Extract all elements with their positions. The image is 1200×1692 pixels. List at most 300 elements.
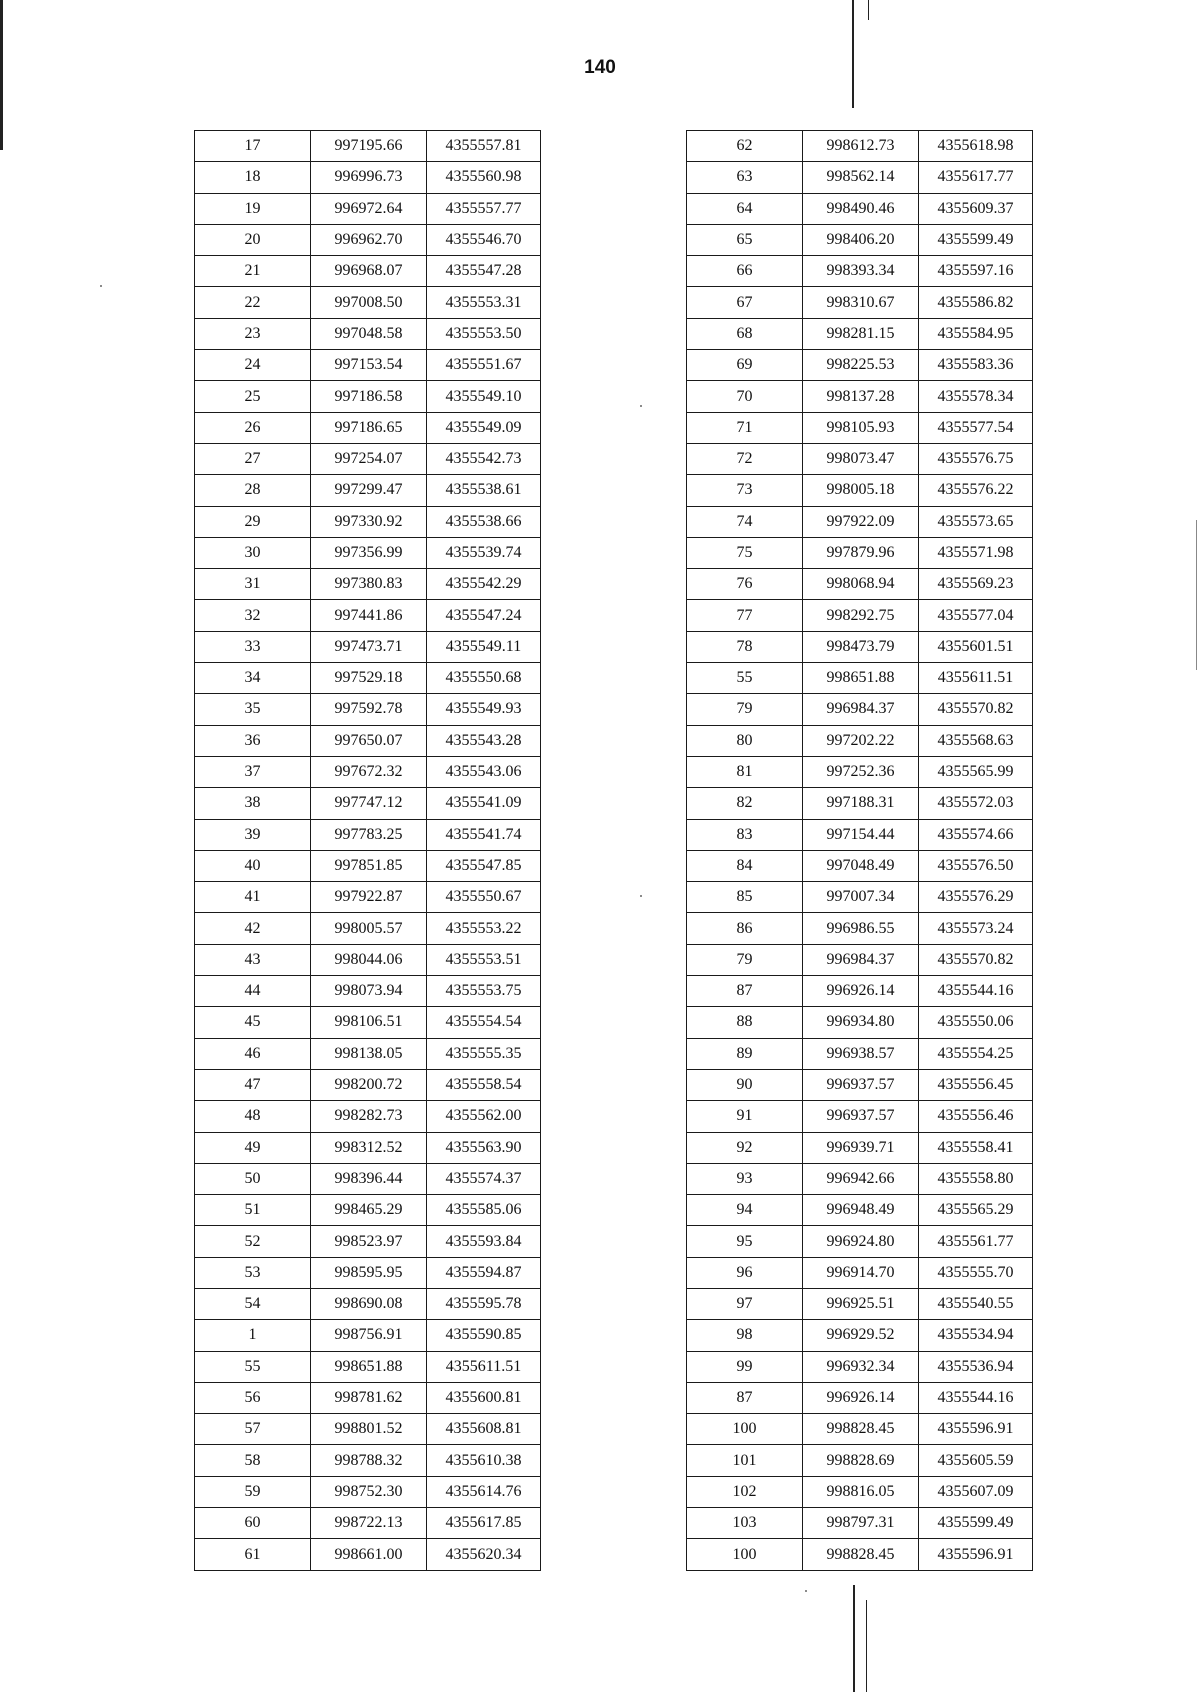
- y-coordinate-cell: 4355554.54: [427, 1007, 541, 1038]
- x-coordinate-cell: 996984.37: [803, 944, 919, 975]
- x-coordinate-cell: 998651.88: [803, 663, 919, 694]
- table-row: [687, 1163, 1033, 1194]
- point-number-cell: 21: [195, 256, 311, 287]
- x-coordinate-cell: 996924.80: [803, 1226, 919, 1257]
- y-coordinate-cell: 4355596.91: [919, 1539, 1033, 1570]
- scan-dot: [100, 285, 102, 287]
- table-row: [687, 287, 1033, 318]
- table-row: [195, 381, 541, 412]
- x-coordinate-cell: 997672.32: [311, 756, 427, 787]
- table-row: [195, 1226, 541, 1257]
- point-number-cell: 85: [687, 882, 803, 913]
- x-coordinate-cell: 996986.55: [803, 913, 919, 944]
- y-coordinate-cell: 4355554.25: [919, 1038, 1033, 1069]
- table-row: [687, 725, 1033, 756]
- y-coordinate-cell: 4355590.85: [427, 1320, 541, 1351]
- x-coordinate-cell: 998523.97: [311, 1226, 427, 1257]
- point-number-cell: 78: [687, 631, 803, 662]
- point-number-cell: 65: [687, 224, 803, 255]
- y-coordinate-cell: 4355553.75: [427, 976, 541, 1007]
- point-number-cell: 75: [687, 537, 803, 568]
- coordinates-table-right: [686, 130, 1033, 1571]
- x-coordinate-cell: 997922.87: [311, 882, 427, 913]
- x-coordinate-cell: 998073.94: [311, 976, 427, 1007]
- table-row: [195, 1132, 541, 1163]
- x-coordinate-cell: 997473.71: [311, 631, 427, 662]
- y-coordinate-cell: 4355553.51: [427, 944, 541, 975]
- table-row: [687, 913, 1033, 944]
- table-row: [687, 193, 1033, 224]
- point-number-cell: 62: [687, 131, 803, 162]
- point-number-cell: 86: [687, 913, 803, 944]
- x-coordinate-cell: 997048.49: [803, 850, 919, 881]
- table-row: [687, 1132, 1033, 1163]
- table-row: [195, 162, 541, 193]
- point-number-cell: 41: [195, 882, 311, 913]
- x-coordinate-cell: 996926.14: [803, 1382, 919, 1413]
- point-number-cell: 98: [687, 1320, 803, 1351]
- point-number-cell: 79: [687, 694, 803, 725]
- y-coordinate-cell: 4355538.61: [427, 475, 541, 506]
- y-coordinate-cell: 4355547.24: [427, 600, 541, 631]
- y-coordinate-cell: 4355549.10: [427, 381, 541, 412]
- y-coordinate-cell: 4355565.29: [919, 1195, 1033, 1226]
- table-row: [195, 1320, 541, 1351]
- coordinates-table-left: [194, 130, 541, 1571]
- point-number-cell: 38: [195, 788, 311, 819]
- point-number-cell: 95: [687, 1226, 803, 1257]
- table-row: [687, 631, 1033, 662]
- table-row: [687, 443, 1033, 474]
- table-row: [195, 1414, 541, 1445]
- x-coordinate-cell: 998828.45: [803, 1539, 919, 1570]
- table-row: [195, 1101, 541, 1132]
- x-coordinate-cell: 997048.58: [311, 318, 427, 349]
- x-coordinate-cell: 996937.57: [803, 1069, 919, 1100]
- x-coordinate-cell: 998225.53: [803, 350, 919, 381]
- y-coordinate-cell: 4355570.82: [919, 694, 1033, 725]
- table-row: [687, 663, 1033, 694]
- table-row: [687, 1007, 1033, 1038]
- point-number-cell: 56: [195, 1382, 311, 1413]
- point-number-cell: 35: [195, 694, 311, 725]
- y-coordinate-cell: 4355597.16: [919, 256, 1033, 287]
- table-row: [195, 913, 541, 944]
- point-number-cell: 49: [195, 1132, 311, 1163]
- point-number-cell: 20: [195, 224, 311, 255]
- point-number-cell: 99: [687, 1351, 803, 1382]
- point-number-cell: 74: [687, 506, 803, 537]
- x-coordinate-cell: 997592.78: [311, 694, 427, 725]
- table-row: [195, 475, 541, 506]
- table-row: [687, 1226, 1033, 1257]
- point-number-cell: 84: [687, 850, 803, 881]
- table-row: [195, 443, 541, 474]
- point-number-cell: 101: [687, 1445, 803, 1476]
- x-coordinate-cell: 998788.32: [311, 1445, 427, 1476]
- y-coordinate-cell: 4355583.36: [919, 350, 1033, 381]
- x-coordinate-cell: 996948.49: [803, 1195, 919, 1226]
- y-coordinate-cell: 4355617.85: [427, 1508, 541, 1539]
- table-row: [687, 1195, 1033, 1226]
- x-coordinate-cell: 998044.06: [311, 944, 427, 975]
- x-coordinate-cell: 997202.22: [803, 725, 919, 756]
- point-number-cell: 58: [195, 1445, 311, 1476]
- y-coordinate-cell: 4355584.95: [919, 318, 1033, 349]
- table-row: [195, 224, 541, 255]
- point-number-cell: 83: [687, 819, 803, 850]
- x-coordinate-cell: 998595.95: [311, 1257, 427, 1288]
- table-row: [195, 850, 541, 881]
- x-coordinate-cell: 997154.44: [803, 819, 919, 850]
- y-coordinate-cell: 4355576.75: [919, 443, 1033, 474]
- table-row: [195, 694, 541, 725]
- table-row: [687, 162, 1033, 193]
- y-coordinate-cell: 4355610.38: [427, 1445, 541, 1476]
- point-number-cell: 23: [195, 318, 311, 349]
- point-number-cell: 28: [195, 475, 311, 506]
- table-row: [687, 224, 1033, 255]
- y-coordinate-cell: 4355542.73: [427, 443, 541, 474]
- y-coordinate-cell: 4355544.16: [919, 1382, 1033, 1413]
- x-coordinate-cell: 998105.93: [803, 412, 919, 443]
- x-coordinate-cell: 998073.47: [803, 443, 919, 474]
- table-row: [687, 1069, 1033, 1100]
- y-coordinate-cell: 4355608.81: [427, 1414, 541, 1445]
- x-coordinate-cell: 997747.12: [311, 788, 427, 819]
- table-row: [687, 600, 1033, 631]
- point-number-cell: 70: [687, 381, 803, 412]
- x-coordinate-cell: 997186.58: [311, 381, 427, 412]
- y-coordinate-cell: 4355569.23: [919, 569, 1033, 600]
- x-coordinate-cell: 998396.44: [311, 1163, 427, 1194]
- y-coordinate-cell: 4355595.78: [427, 1288, 541, 1319]
- x-coordinate-cell: 998828.45: [803, 1414, 919, 1445]
- x-coordinate-cell: 998312.52: [311, 1132, 427, 1163]
- x-coordinate-cell: 997186.65: [311, 412, 427, 443]
- x-coordinate-cell: 997299.47: [311, 475, 427, 506]
- y-coordinate-cell: 4355605.59: [919, 1445, 1033, 1476]
- y-coordinate-cell: 4355570.82: [919, 944, 1033, 975]
- point-number-cell: 25: [195, 381, 311, 412]
- point-number-cell: 36: [195, 725, 311, 756]
- table-row: [687, 1445, 1033, 1476]
- y-coordinate-cell: 4355558.80: [919, 1163, 1033, 1194]
- y-coordinate-cell: 4355549.11: [427, 631, 541, 662]
- point-number-cell: 69: [687, 350, 803, 381]
- x-coordinate-cell: 996929.52: [803, 1320, 919, 1351]
- point-number-cell: 96: [687, 1257, 803, 1288]
- table-row: [195, 882, 541, 913]
- point-number-cell: 92: [687, 1132, 803, 1163]
- x-coordinate-cell: 997007.34: [803, 882, 919, 913]
- y-coordinate-cell: 4355574.66: [919, 819, 1033, 850]
- table-row: [195, 569, 541, 600]
- x-coordinate-cell: 997254.07: [311, 443, 427, 474]
- table-row: [687, 1257, 1033, 1288]
- point-number-cell: 66: [687, 256, 803, 287]
- x-coordinate-cell: 996942.66: [803, 1163, 919, 1194]
- x-coordinate-cell: 996939.71: [803, 1132, 919, 1163]
- table-row: [195, 1445, 541, 1476]
- table-row: [195, 287, 541, 318]
- scan-binding-line: [866, 1600, 867, 1692]
- y-coordinate-cell: 4355540.55: [919, 1288, 1033, 1319]
- x-coordinate-cell: 998612.73: [803, 131, 919, 162]
- scan-binding-line: [853, 1585, 855, 1692]
- point-number-cell: 94: [687, 1195, 803, 1226]
- x-coordinate-cell: 996914.70: [803, 1257, 919, 1288]
- y-coordinate-cell: 4355550.68: [427, 663, 541, 694]
- y-coordinate-cell: 4355547.28: [427, 256, 541, 287]
- table-row: [195, 663, 541, 694]
- y-coordinate-cell: 4355541.09: [427, 788, 541, 819]
- y-coordinate-cell: 4355544.16: [919, 976, 1033, 1007]
- x-coordinate-cell: 998137.28: [803, 381, 919, 412]
- table-row: [195, 506, 541, 537]
- y-coordinate-cell: 4355553.22: [427, 913, 541, 944]
- x-coordinate-cell: 998562.14: [803, 162, 919, 193]
- x-coordinate-cell: 997529.18: [311, 663, 427, 694]
- table-row: [687, 1476, 1033, 1507]
- y-coordinate-cell: 4355560.98: [427, 162, 541, 193]
- y-coordinate-cell: 4355600.81: [427, 1382, 541, 1413]
- x-coordinate-cell: 998138.05: [311, 1038, 427, 1069]
- table-row: [687, 1539, 1033, 1570]
- x-coordinate-cell: 998781.62: [311, 1382, 427, 1413]
- x-coordinate-cell: 996984.37: [803, 694, 919, 725]
- point-number-cell: 97: [687, 1288, 803, 1319]
- y-coordinate-cell: 4355541.74: [427, 819, 541, 850]
- x-coordinate-cell: 997153.54: [311, 350, 427, 381]
- point-number-cell: 1: [195, 1320, 311, 1351]
- point-number-cell: 37: [195, 756, 311, 787]
- point-number-cell: 72: [687, 443, 803, 474]
- scan-dot: [805, 1590, 807, 1592]
- y-coordinate-cell: 4355557.81: [427, 131, 541, 162]
- table-row: [195, 631, 541, 662]
- y-coordinate-cell: 4355553.50: [427, 318, 541, 349]
- y-coordinate-cell: 4355568.63: [919, 725, 1033, 756]
- table-row: [195, 537, 541, 568]
- table-row: [195, 1382, 541, 1413]
- y-coordinate-cell: 4355607.09: [919, 1476, 1033, 1507]
- table-row: [687, 256, 1033, 287]
- point-number-cell: 100: [687, 1414, 803, 1445]
- point-number-cell: 60: [195, 1508, 311, 1539]
- point-number-cell: 51: [195, 1195, 311, 1226]
- point-number-cell: 67: [687, 287, 803, 318]
- table-row: [687, 412, 1033, 443]
- x-coordinate-cell: 996968.07: [311, 256, 427, 287]
- point-number-cell: 40: [195, 850, 311, 881]
- y-coordinate-cell: 4355576.22: [919, 475, 1033, 506]
- y-coordinate-cell: 4355542.29: [427, 569, 541, 600]
- table-row: [687, 475, 1033, 506]
- y-coordinate-cell: 4355561.77: [919, 1226, 1033, 1257]
- table-row: [687, 1320, 1033, 1351]
- y-coordinate-cell: 4355614.76: [427, 1476, 541, 1507]
- y-coordinate-cell: 4355599.49: [919, 224, 1033, 255]
- table-row: [687, 318, 1033, 349]
- table-row: [687, 756, 1033, 787]
- point-number-cell: 80: [687, 725, 803, 756]
- point-number-cell: 61: [195, 1539, 311, 1570]
- point-number-cell: 79: [687, 944, 803, 975]
- x-coordinate-cell: 998752.30: [311, 1476, 427, 1507]
- point-number-cell: 87: [687, 1382, 803, 1413]
- scan-dot: [640, 405, 642, 407]
- table-row: [195, 725, 541, 756]
- point-number-cell: 77: [687, 600, 803, 631]
- y-coordinate-cell: 4355609.37: [919, 193, 1033, 224]
- table-row: [687, 1038, 1033, 1069]
- point-number-cell: 87: [687, 976, 803, 1007]
- table-row: [687, 569, 1033, 600]
- x-coordinate-cell: 996937.57: [803, 1101, 919, 1132]
- x-coordinate-cell: 997441.86: [311, 600, 427, 631]
- x-coordinate-cell: 997188.31: [803, 788, 919, 819]
- y-coordinate-cell: 4355550.67: [427, 882, 541, 913]
- point-number-cell: 55: [195, 1351, 311, 1382]
- x-coordinate-cell: 996934.80: [803, 1007, 919, 1038]
- x-coordinate-cell: 998068.94: [803, 569, 919, 600]
- point-number-cell: 18: [195, 162, 311, 193]
- y-coordinate-cell: 4355573.65: [919, 506, 1033, 537]
- y-coordinate-cell: 4355534.94: [919, 1320, 1033, 1351]
- y-coordinate-cell: 4355558.54: [427, 1069, 541, 1100]
- point-number-cell: 100: [687, 1539, 803, 1570]
- table-row: [195, 318, 541, 349]
- table-row: [195, 1257, 541, 1288]
- point-number-cell: 63: [687, 162, 803, 193]
- point-number-cell: 102: [687, 1476, 803, 1507]
- page-number: 140: [584, 57, 616, 78]
- x-coordinate-cell: 996962.70: [311, 224, 427, 255]
- y-coordinate-cell: 4355563.90: [427, 1132, 541, 1163]
- point-number-cell: 93: [687, 1163, 803, 1194]
- x-coordinate-cell: 998106.51: [311, 1007, 427, 1038]
- point-number-cell: 64: [687, 193, 803, 224]
- point-number-cell: 30: [195, 537, 311, 568]
- x-coordinate-cell: 998651.88: [311, 1351, 427, 1382]
- x-coordinate-cell: 997252.36: [803, 756, 919, 787]
- table-row: [687, 850, 1033, 881]
- table-row: [195, 1288, 541, 1319]
- point-number-cell: 54: [195, 1288, 311, 1319]
- point-number-cell: 81: [687, 756, 803, 787]
- table-row: [195, 788, 541, 819]
- x-coordinate-cell: 998797.31: [803, 1508, 919, 1539]
- table-row: [195, 1508, 541, 1539]
- y-coordinate-cell: 4355562.00: [427, 1101, 541, 1132]
- table-row: [687, 1101, 1033, 1132]
- y-coordinate-cell: 4355557.77: [427, 193, 541, 224]
- table-row: [195, 1038, 541, 1069]
- x-coordinate-cell: 998473.79: [803, 631, 919, 662]
- y-coordinate-cell: 4355538.66: [427, 506, 541, 537]
- point-number-cell: 45: [195, 1007, 311, 1038]
- x-coordinate-cell: 997380.83: [311, 569, 427, 600]
- x-coordinate-cell: 997851.85: [311, 850, 427, 881]
- y-coordinate-cell: 4355577.54: [919, 412, 1033, 443]
- y-coordinate-cell: 4355543.28: [427, 725, 541, 756]
- y-coordinate-cell: 4355549.09: [427, 412, 541, 443]
- point-number-cell: 29: [195, 506, 311, 537]
- x-coordinate-cell: 998310.67: [803, 287, 919, 318]
- y-coordinate-cell: 4355571.98: [919, 537, 1033, 568]
- y-coordinate-cell: 4355620.34: [427, 1539, 541, 1570]
- point-number-cell: 39: [195, 819, 311, 850]
- point-number-cell: 19: [195, 193, 311, 224]
- table-row: [687, 976, 1033, 1007]
- y-coordinate-cell: 4355556.45: [919, 1069, 1033, 1100]
- x-coordinate-cell: 996972.64: [311, 193, 427, 224]
- scan-binding-line: [852, 0, 854, 108]
- x-coordinate-cell: 996926.14: [803, 976, 919, 1007]
- point-number-cell: 31: [195, 569, 311, 600]
- table-row: [195, 756, 541, 787]
- point-number-cell: 103: [687, 1508, 803, 1539]
- x-coordinate-cell: 997650.07: [311, 725, 427, 756]
- table-row: [195, 1007, 541, 1038]
- point-number-cell: 27: [195, 443, 311, 474]
- y-coordinate-cell: 4355601.51: [919, 631, 1033, 662]
- table-row: [687, 1414, 1033, 1445]
- point-number-cell: 91: [687, 1101, 803, 1132]
- y-coordinate-cell: 4355556.46: [919, 1101, 1033, 1132]
- table-row: [687, 131, 1033, 162]
- table-row: [195, 819, 541, 850]
- y-coordinate-cell: 4355586.82: [919, 287, 1033, 318]
- table-row: [195, 976, 541, 1007]
- point-number-cell: 42: [195, 913, 311, 944]
- table-row: [687, 694, 1033, 725]
- table-row: [687, 788, 1033, 819]
- y-coordinate-cell: 4355596.91: [919, 1414, 1033, 1445]
- x-coordinate-cell: 998005.18: [803, 475, 919, 506]
- table-row: [195, 944, 541, 975]
- x-coordinate-cell: 998756.91: [311, 1320, 427, 1351]
- point-number-cell: 89: [687, 1038, 803, 1069]
- x-coordinate-cell: 998282.73: [311, 1101, 427, 1132]
- y-coordinate-cell: 4355573.24: [919, 913, 1033, 944]
- table-row: [195, 131, 541, 162]
- y-coordinate-cell: 4355546.70: [427, 224, 541, 255]
- table-row: [195, 1351, 541, 1382]
- table-row: [687, 882, 1033, 913]
- point-number-cell: 48: [195, 1101, 311, 1132]
- table-row: [687, 1351, 1033, 1382]
- point-number-cell: 17: [195, 131, 311, 162]
- table-row: [195, 256, 541, 287]
- point-number-cell: 76: [687, 569, 803, 600]
- x-coordinate-cell: 997879.96: [803, 537, 919, 568]
- y-coordinate-cell: 4355578.34: [919, 381, 1033, 412]
- y-coordinate-cell: 4355555.70: [919, 1257, 1033, 1288]
- y-coordinate-cell: 4355550.06: [919, 1007, 1033, 1038]
- x-coordinate-cell: 996938.57: [803, 1038, 919, 1069]
- table-row: [687, 1508, 1033, 1539]
- y-coordinate-cell: 4355565.99: [919, 756, 1033, 787]
- y-coordinate-cell: 4355555.35: [427, 1038, 541, 1069]
- x-coordinate-cell: 997922.09: [803, 506, 919, 537]
- y-coordinate-cell: 4355547.85: [427, 850, 541, 881]
- point-number-cell: 47: [195, 1069, 311, 1100]
- y-coordinate-cell: 4355553.31: [427, 287, 541, 318]
- x-coordinate-cell: 998406.20: [803, 224, 919, 255]
- y-coordinate-cell: 4355617.77: [919, 162, 1033, 193]
